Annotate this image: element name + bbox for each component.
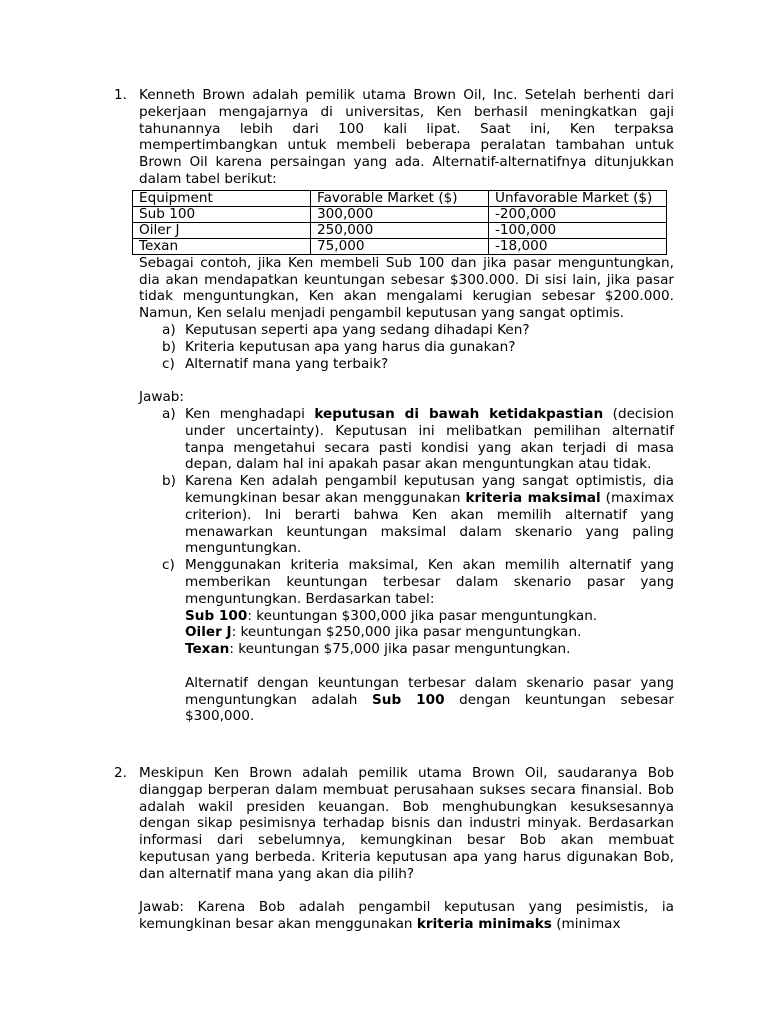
sub-question-letter: b) — [162, 338, 176, 355]
question-2-answer — [139, 899, 674, 933]
spacer — [139, 883, 674, 900]
answer-letter: a) — [162, 405, 176, 422]
answer-text — [185, 406, 674, 473]
answer-letter: b) — [162, 473, 176, 490]
answer-text-part: (minimax — [551, 916, 621, 933]
answer-text — [185, 473, 674, 557]
answer-c-conclusion — [185, 675, 674, 725]
question-1-number: 1. — [114, 87, 127, 103]
alternative-item — [185, 608, 674, 625]
alternative-item — [185, 624, 674, 641]
answer-a — [139, 406, 674, 473]
answer-text — [185, 557, 674, 725]
alternative-text: : keuntungan $250,000 jika pasar menguntungkan. — [231, 624, 582, 641]
conclusion-text: Alternatif dengan keuntungan terbesar dalam skenario pasar yang menguntungkan adalah — [185, 674, 674, 708]
alternative-text: : keuntungan $75,000 jika pasar menguntungkan. — [229, 641, 571, 658]
table-header-cell: Unfavorable Market ($) — [489, 190, 667, 206]
equipment-table — [132, 190, 667, 255]
sub-question-b — [139, 339, 674, 356]
table-row — [133, 206, 667, 222]
conclusion-text: dengan keuntungan sebesar $300,000. — [185, 691, 674, 725]
table-row — [133, 238, 667, 254]
table-header-cell: Equipment — [133, 190, 311, 206]
answer-text-part: (decision under uncertainty). Keputusan ini melibatkan pemilihan alternatif tanpa mengetahui secara pasti kondisi yang akan terjadi di masa depan, dalam hal ini apakah pasar akan menguntungkan atau tidak. — [185, 405, 674, 473]
answer-c-intro: Menggunakan kriteria maksimal, Ken akan memilih alternatif yang memberikan keuntungan terbesar dalam skenario pasar yang menguntungkan. Berdasarkan tabel: — [185, 557, 674, 607]
answer-text-part: Jawab: Karena Bob adalah pengambil keputusan yang pesimistis, ia kemungkinan besar akan menggunakan — [139, 899, 674, 933]
sub-question-letter: c) — [162, 355, 175, 372]
sub-question-c — [139, 356, 674, 373]
question-1-body — [139, 87, 674, 725]
table-cell: Texan — [133, 238, 311, 254]
alternative-name: Sub 100 — [185, 607, 248, 624]
table-cell: Oiler J — [133, 222, 311, 238]
sub-question-letter: a) — [162, 321, 176, 338]
answer-letter: c) — [162, 557, 175, 574]
sub-question-text: Keputusan seperti apa yang sedang dihadapi Ken? — [185, 321, 530, 338]
answer-c — [139, 557, 674, 725]
question-2-number: 2. — [114, 765, 127, 781]
table-cell: 250,000 — [311, 222, 489, 238]
alternative-name: Oiler J — [185, 624, 232, 641]
table-cell: Sub 100 — [133, 206, 311, 222]
table-cell: -200,000 — [489, 206, 667, 222]
answer-text-part: Karena Ken adalah pengambil keputusan yang sangat optimistis, dia kemungkinan besar akan menggunakan — [185, 473, 674, 506]
table-cell: -18,000 — [489, 238, 667, 254]
answer-text-part: (maximax criterion). Ini berarti bahwa Ken akan memilih alternatif yang menawarkan keuntungan maksimal dalam skenario yang paling menguntungkan. — [185, 489, 674, 557]
table-cell: -100,000 — [489, 222, 667, 238]
table-cell: 300,000 — [311, 206, 489, 222]
question-1 — [114, 87, 674, 725]
table-header-cell: Favorable Market ($) — [311, 190, 489, 206]
spacer — [139, 372, 674, 389]
question-2-text: Meskipun Ken Brown adalah pemilik utama Brown Oil, saudaranya Bob dianggap berperan dalam membuat perusahaan sukses secara finansial. Bob adalah wakil presiden keuangan. Bob menghubungkan kesuksesannya dengan sikap pesimisnya terhadap bisnis dan industri minyak. Berdasarkan informasi dari sebelumnya, kemungkinan besar Bob akan membuat keputusan yang berbeda. Kriteria keputusan apa yang harus digunakan Bob, dan alternatif mana yang akan dia pilih? — [139, 765, 674, 882]
alternative-item — [185, 641, 674, 658]
sub-question-text: Kriteria keputusan apa yang harus dia gunakan? — [185, 338, 516, 355]
answer-text-part: Ken menghadapi — [185, 405, 315, 422]
sub-question-text: Alternatif mana yang terbaik? — [185, 355, 389, 372]
question-1-intro: Kenneth Brown adalah pemilik utama Brown Oil, Inc. Setelah berhenti dari pekerjaan mengajarnya di universitas, Ken berhasil meningkatkan gaji tahunannya lebih dari 100 kali lipat. Saat ini, Ken terpaksa mempertimbangkan untuk membeli beberapa peralatan tambahan untuk Brown Oil karena persaingan yang ada. Alternatif-alternatifnya ditunjukkan dalam tabel berikut: — [139, 87, 674, 187]
table-row — [133, 222, 667, 238]
question-2 — [114, 765, 674, 933]
answer-label: Jawab: — [139, 389, 184, 406]
table-cell: 75,000 — [311, 238, 489, 254]
conclusion-bold: Sub 100 — [372, 691, 445, 708]
table-header-row — [133, 190, 667, 206]
question-1-example: Sebagai contoh, jika Ken membeli Sub 100 dan jika pasar menguntungkan, dia akan mendapatkan keuntungan sebesar $300.000. Di sisi lain, jika pasar tidak menguntungkan, Ken akan mengalami kerugian sebesar $200.000. Namun, Ken selalu menjadi pengambil keputusan yang sangat optimis. — [139, 254, 674, 322]
answer-bold-term: keputusan di bawah ketidakpastian — [314, 405, 604, 422]
answer-bold-term: kriteria maksimal — [465, 489, 601, 506]
spacer — [185, 658, 674, 675]
answer-b — [139, 473, 674, 557]
answer-bold-term: kriteria minimaks — [416, 916, 552, 933]
alternative-name: Texan — [185, 641, 230, 658]
alternative-text: : keuntungan $300,000 jika pasar menguntungkan. — [247, 607, 598, 624]
sub-question-a — [139, 322, 674, 339]
question-2-body — [139, 765, 674, 933]
